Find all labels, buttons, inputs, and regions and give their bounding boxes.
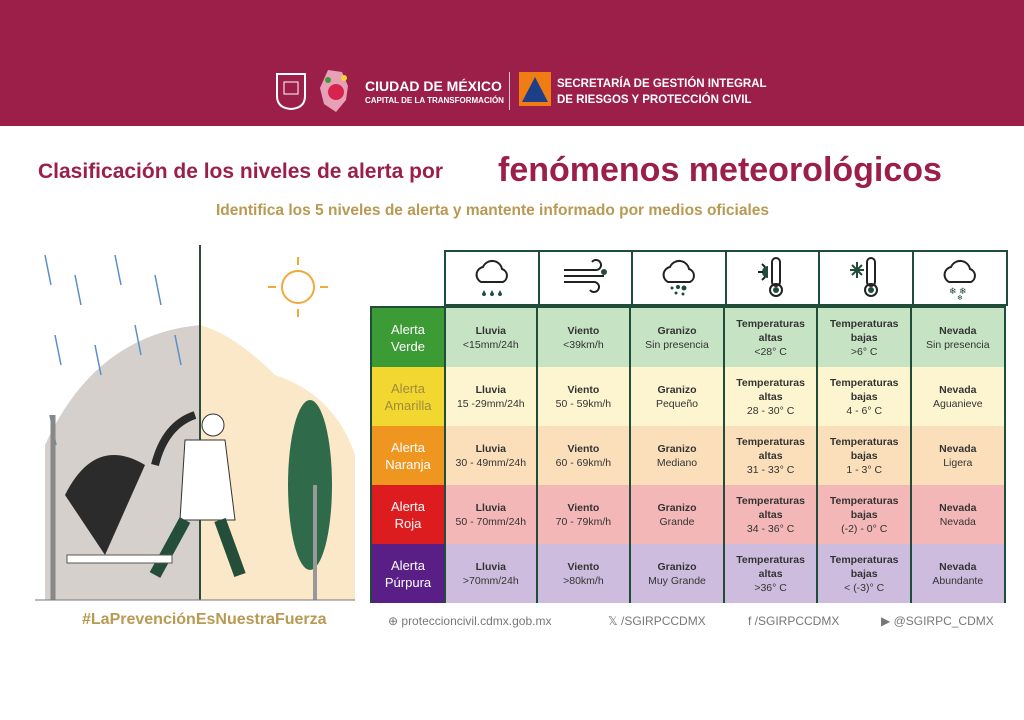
threshold-value: < (-3)° C	[844, 581, 885, 594]
phenomenon-name: Lluvia	[475, 560, 506, 573]
threshold-value: 1 - 3° C	[846, 463, 883, 476]
threshold-value: Mediano	[656, 456, 698, 469]
table-cell	[725, 426, 819, 485]
table-cell	[912, 308, 1006, 367]
rain-cloud-icon	[469, 254, 515, 302]
table-cell	[538, 308, 632, 367]
threshold-value: 34 - 36° C	[746, 522, 795, 535]
phenomenon-name: Viento	[567, 501, 600, 514]
table-cell	[818, 426, 912, 485]
table-cell	[725, 367, 819, 426]
table-cell	[631, 544, 725, 603]
city-subtitle: CAPITAL DE LA TRANSFORMACIÓN	[365, 96, 504, 105]
phenomenon-name: Nevada	[939, 501, 977, 514]
alert-level-text: Roja	[394, 515, 422, 531]
city-name: CIUDAD DE MÉXICO	[365, 78, 502, 94]
alert-level-label	[370, 308, 444, 367]
column-header-icon-cell	[444, 250, 540, 306]
x-link[interactable]: 𝕏 /SGIRPCCDMX	[608, 614, 706, 628]
threshold-value: Grande	[659, 515, 695, 528]
table-cell	[444, 308, 538, 367]
header-banner	[0, 0, 1024, 126]
alert-level-text: Amarilla	[384, 397, 432, 413]
page-title-part1: Clasificación de los niveles de alerta por	[38, 160, 443, 183]
youtube-link[interactable]: ▶ @SGIRPC_CDMX	[881, 614, 994, 628]
table-cell	[538, 485, 632, 544]
column-header-icon-cell	[912, 250, 1008, 306]
website-link[interactable]: ⊕ proteccioncivil.cdmx.gob.mx	[388, 614, 552, 628]
table-cell	[912, 367, 1006, 426]
alert-level-text: Alerta	[391, 439, 425, 455]
phenomenon-name: Temperaturas bajas	[829, 317, 899, 344]
hail-cloud-icon	[656, 254, 702, 302]
phenomenon-name: Lluvia	[475, 501, 506, 514]
phenomenon-name: Lluvia	[475, 324, 506, 337]
table-cell	[818, 544, 912, 603]
weather-illustration	[35, 245, 365, 605]
alert-level-label	[370, 367, 444, 426]
alert-level-text: Alerta	[391, 380, 425, 396]
phenomenon-name: Nevada	[939, 442, 977, 455]
phenomenon-name: Nevada	[939, 383, 977, 396]
table-cell	[631, 308, 725, 367]
phenomenon-name: Temperaturas altas	[736, 435, 805, 462]
threshold-value: Muy Grande	[648, 574, 706, 587]
threshold-value: 4 - 6° C	[846, 404, 883, 417]
divider	[509, 72, 510, 110]
phenomenon-name: Nevada	[939, 324, 977, 337]
threshold-value: 50 - 59km/h	[555, 397, 612, 410]
alert-level-text: Verde	[391, 338, 425, 354]
table-cell	[538, 544, 632, 603]
threshold-value: >70mm/24h	[462, 574, 519, 587]
threshold-value: Ligera	[943, 456, 973, 469]
x-icon: 𝕏	[608, 614, 622, 628]
threshold-value: Pequeño	[655, 397, 698, 410]
table-cell	[538, 367, 632, 426]
facebook-icon: f	[748, 614, 755, 628]
page-subtitle: Identifica los 5 niveles de alerta y mantente informado por medios oficiales	[216, 202, 769, 219]
table-cell	[818, 308, 912, 367]
threshold-value: >36° C	[754, 581, 787, 594]
table-cell	[444, 426, 538, 485]
threshold-value: 50 - 70mm/24h	[455, 515, 527, 528]
threshold-value: 30 - 49mm/24h	[455, 456, 527, 469]
phenomenon-name: Temperaturas bajas	[829, 376, 899, 403]
phenomenon-name: Granizo	[657, 383, 697, 396]
cdmx-shield-logo	[275, 72, 307, 110]
cdmx-map-logo	[318, 66, 356, 116]
alert-level-label	[370, 485, 444, 544]
phenomenon-name: Temperaturas altas	[736, 317, 805, 344]
facebook-link[interactable]: f /SGIRPCCDMX	[748, 614, 840, 628]
threshold-value: 28 - 30° C	[746, 404, 795, 417]
threshold-value: Abundante	[932, 574, 984, 587]
threshold-value: 60 - 69km/h	[555, 456, 612, 469]
threshold-value: >6° C	[850, 345, 878, 358]
globe-icon: ⊕	[388, 614, 402, 628]
svg-text:❄: ❄	[956, 295, 963, 302]
table-cell	[444, 485, 538, 544]
svg-text:❄ ❄: ❄ ❄	[948, 286, 967, 296]
civil-protection-logo	[519, 72, 551, 106]
alert-level-label	[370, 544, 444, 603]
phenomenon-name: Lluvia	[475, 383, 506, 396]
threshold-value: 70 - 79km/h	[555, 515, 612, 528]
table-cell	[818, 367, 912, 426]
thermometer-sun-icon	[750, 254, 796, 302]
phenomenon-name: Temperaturas bajas	[829, 494, 899, 521]
phenomenon-name: Temperaturas altas	[736, 376, 805, 403]
phenomenon-name: Lluvia	[475, 442, 506, 455]
threshold-value: <15mm/24h	[462, 338, 519, 351]
phenomenon-name: Temperaturas bajas	[829, 553, 899, 580]
threshold-value: Sin presencia	[645, 338, 709, 351]
alert-level-label	[370, 426, 444, 485]
threshold-value: (-2) - 0° C	[841, 522, 888, 535]
hashtag: #LaPrevenciónEsNuestraFuerza	[82, 611, 327, 628]
table-cell	[631, 426, 725, 485]
phenomenon-name: Granizo	[657, 442, 697, 455]
column-header-icon-cell	[538, 250, 634, 306]
table-cell	[444, 544, 538, 603]
threshold-value: Nevada	[939, 515, 976, 528]
table-cell	[818, 485, 912, 544]
alert-level-text: Alerta	[391, 557, 425, 573]
threshold-value: 31 - 33° C	[746, 463, 795, 476]
wind-icon	[562, 254, 608, 302]
table-cell	[631, 485, 725, 544]
table-cell	[725, 308, 819, 367]
table-cell	[725, 485, 819, 544]
phenomenon-name: Viento	[567, 383, 600, 396]
threshold-value: Aguanieve	[932, 397, 983, 410]
agency-name-line2: DE RIESGOS Y PROTECCIÓN CIVIL	[557, 94, 752, 106]
table-cell	[725, 544, 819, 603]
snow-cloud-icon	[937, 254, 983, 302]
threshold-value: >80km/h	[563, 574, 604, 587]
threshold-value: <28° C	[754, 345, 787, 358]
alert-level-text: Alerta	[391, 321, 425, 337]
table-cell	[912, 485, 1006, 544]
table-cell	[631, 367, 725, 426]
threshold-value: Sin presencia	[925, 338, 990, 351]
table-body	[370, 306, 1006, 601]
phenomenon-name: Viento	[567, 442, 600, 455]
alert-level-text: Alerta	[391, 498, 425, 514]
column-header-icon-cell	[818, 250, 914, 306]
table-cell	[538, 426, 632, 485]
page-title-part2: fenómenos meteorológicos	[498, 151, 942, 189]
table-cell	[912, 426, 1006, 485]
alert-table	[370, 250, 1006, 602]
phenomenon-name: Viento	[567, 560, 600, 573]
threshold-value: 15 -29mm/24h	[456, 397, 525, 410]
phenomenon-name: Nevada	[939, 560, 977, 573]
alert-level-text: Púrpura	[384, 574, 432, 590]
phenomenon-name: Temperaturas altas	[736, 494, 805, 521]
agency-name-line1: SECRETARÍA DE GESTIÓN INTEGRAL	[557, 78, 767, 90]
phenomenon-name: Viento	[567, 324, 600, 337]
youtube-icon: ▶	[881, 614, 894, 628]
column-header-icon-cell	[631, 250, 727, 306]
thermometer-snowflake-icon	[843, 254, 889, 302]
phenomenon-name: Temperaturas bajas	[829, 435, 899, 462]
phenomenon-name: Granizo	[657, 501, 697, 514]
phenomenon-name: Granizo	[657, 560, 697, 573]
table-cell	[912, 544, 1006, 603]
phenomenon-name: Granizo	[657, 324, 697, 337]
phenomenon-name: Temperaturas altas	[736, 553, 805, 580]
alert-level-text: Naranja	[385, 456, 431, 472]
table-cell	[444, 367, 538, 426]
threshold-value: <39km/h	[563, 338, 604, 351]
column-header-icon-cell	[725, 250, 821, 306]
